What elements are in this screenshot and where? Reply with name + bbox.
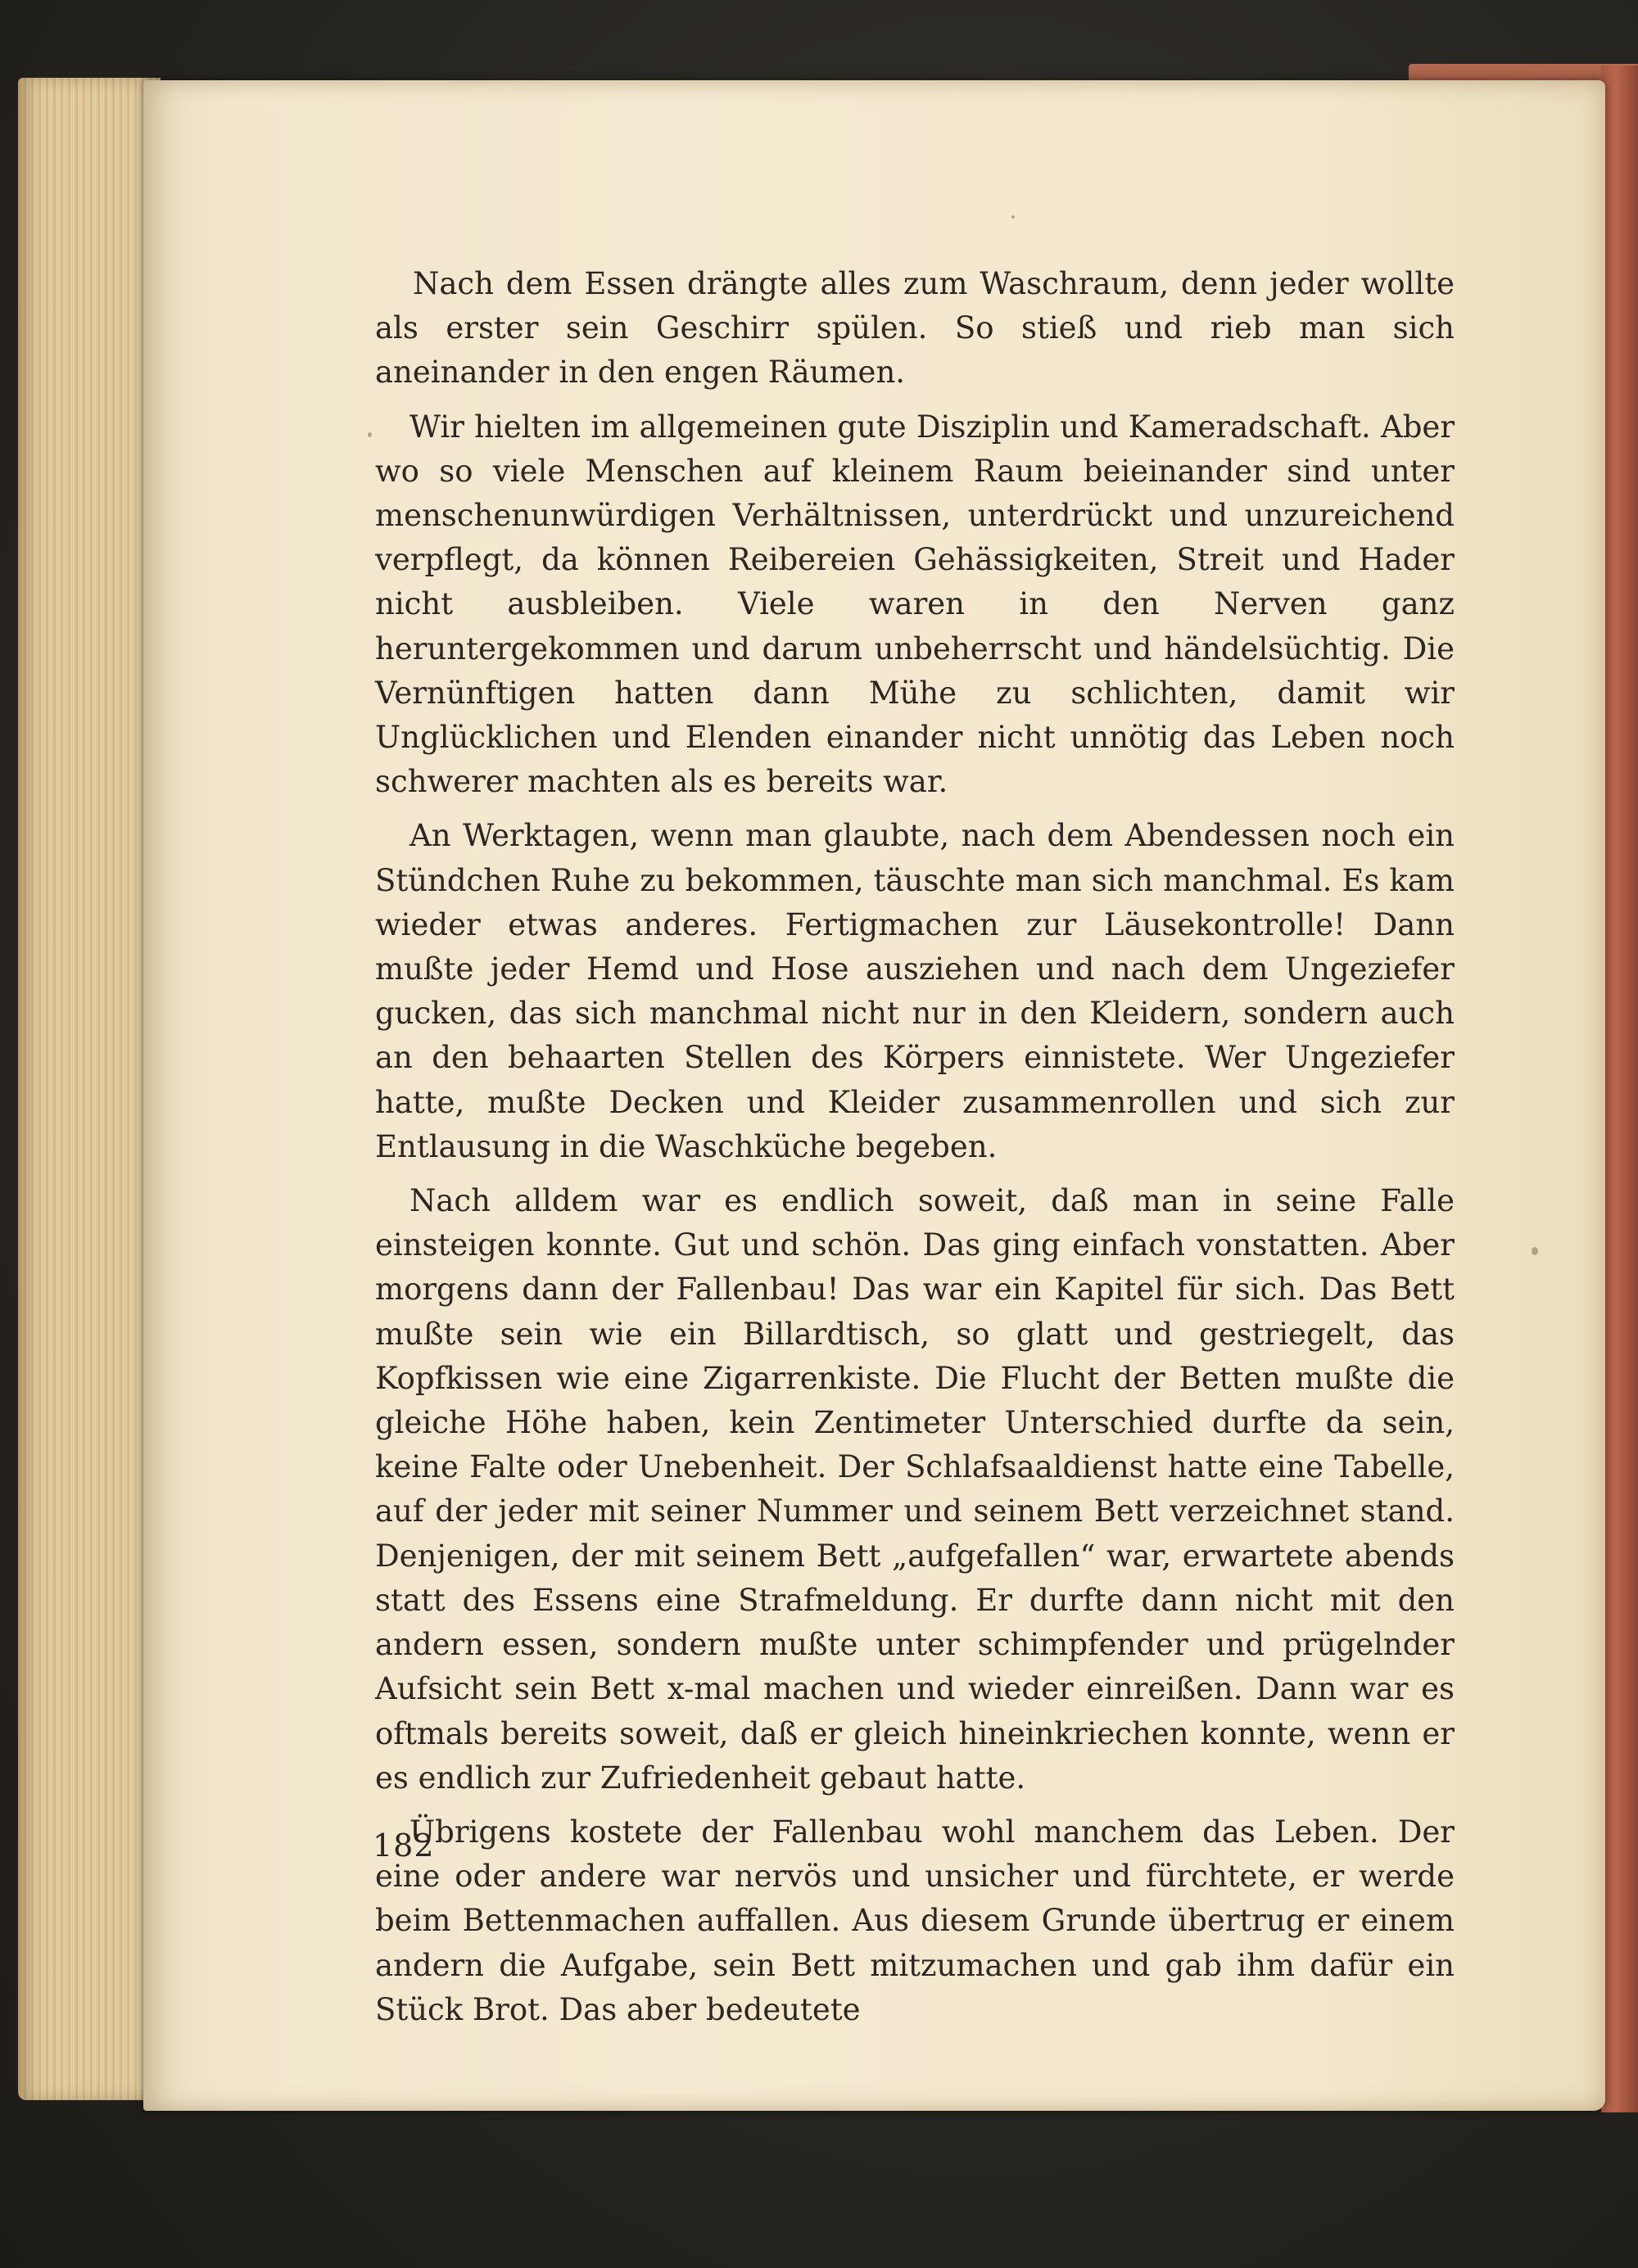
paragraph: An Werktagen, wenn man glaubte, nach dem Abendessen noch ein Stündchen Ruhe zu bekommen, täuschte man sich manchmal. Es kam wieder etwas anderes. Fertigmachen zur Läusekontrolle! Dann mußte jeder Hemd und Hose ausziehen und nach dem Ungeziefer gucken, das sich manchmal nicht nur in den Kleidern, sondern auch an den behaarten Stellen des Körpers einnistete. Wer Ungeziefer hatte, mußte Decken und Kleider zusammenrollen und sich zur Entlausung in die Waschküche begeben. bbox=[375, 818, 1455, 1164]
paragraph: Übrigens kostete der Fallenbau wohl manchem das Leben. Der eine oder andere war nervös und unsicher und fürchtete, er werde beim Bettenmachen auffallen. Aus diesem Grunde übertrug er einem andern die Aufgabe, sein Bett mitzumachen und gab ihm dafür ein Stück Brot. Das aber bedeutete bbox=[375, 1814, 1455, 2027]
paper-speck bbox=[1011, 215, 1015, 219]
page-number: 182 bbox=[373, 1828, 435, 1864]
paper-speck bbox=[368, 432, 372, 437]
page-edge-stack bbox=[18, 78, 161, 2100]
body-text bbox=[375, 262, 1455, 2032]
paragraph: Nach alldem war es endlich soweit, daß man in seine Falle einsteigen konnte. Gut und schön. Das ging einfach vonstatten. Aber morgens dann der Fallenbau! Das war ein Kapitel für sich. Das Bett mußte sein wie ein Billardtisch, so glatt und gestriegelt, das Kopfkissen wie eine Zigarrenkiste. Die Flucht der Betten mußte die gleiche Höhe haben, kein Zentimeter Unterschied durfte da sein, keine Falte oder Unebenheit. Der Schlafsaaldienst hatte eine Tabelle, auf der jeder mit seiner Nummer und seinem Bett verzeichnet stand. Denjenigen, der mit seinem Bett „aufgefallen“ war, erwartete abends statt des Essens eine Strafmeldung. Er durfte dann nicht mit den andern essen, sondern mußte unter schimpfender und prügelnder Aufsicht sein Bett x-mal machen und wieder einreißen. Dann war es oftmals bereits soweit, daß er gleich hineinkriechen konnte, wenn er es endlich zur Zufriedenheit gebaut hatte. bbox=[375, 1183, 1455, 1796]
paper-speck bbox=[1532, 1247, 1538, 1255]
paragraph: Wir hielten im allgemeinen gute Disziplin und Kameradschaft. Aber wo so viele Menschen auf kleinem Raum beieinander sind unter menschenunwürdigen Verhältnissen, unterdrückt und unzureichend verpflegt, da können Reibereien Gehässigkeiten, Streit und Hader nicht ausbleiben. Viele waren in den Nerven ganz heruntergekommen und darum unbeherrscht und händelsüchtig. Die Vernünftigen hatten dann Mühe zu schlichten, damit wir Unglücklichen und Elenden einander nicht unnötig das Leben noch schwerer machten als es bereits war. bbox=[375, 409, 1455, 800]
paragraph: Nach dem Essen drängte alles zum Waschraum, denn jeder wollte als erster sein Geschirr spülen. So stieß und rieb man sich aneinander in den engen Räumen. bbox=[375, 266, 1455, 391]
book-cover-edge-right bbox=[1601, 66, 1638, 2112]
